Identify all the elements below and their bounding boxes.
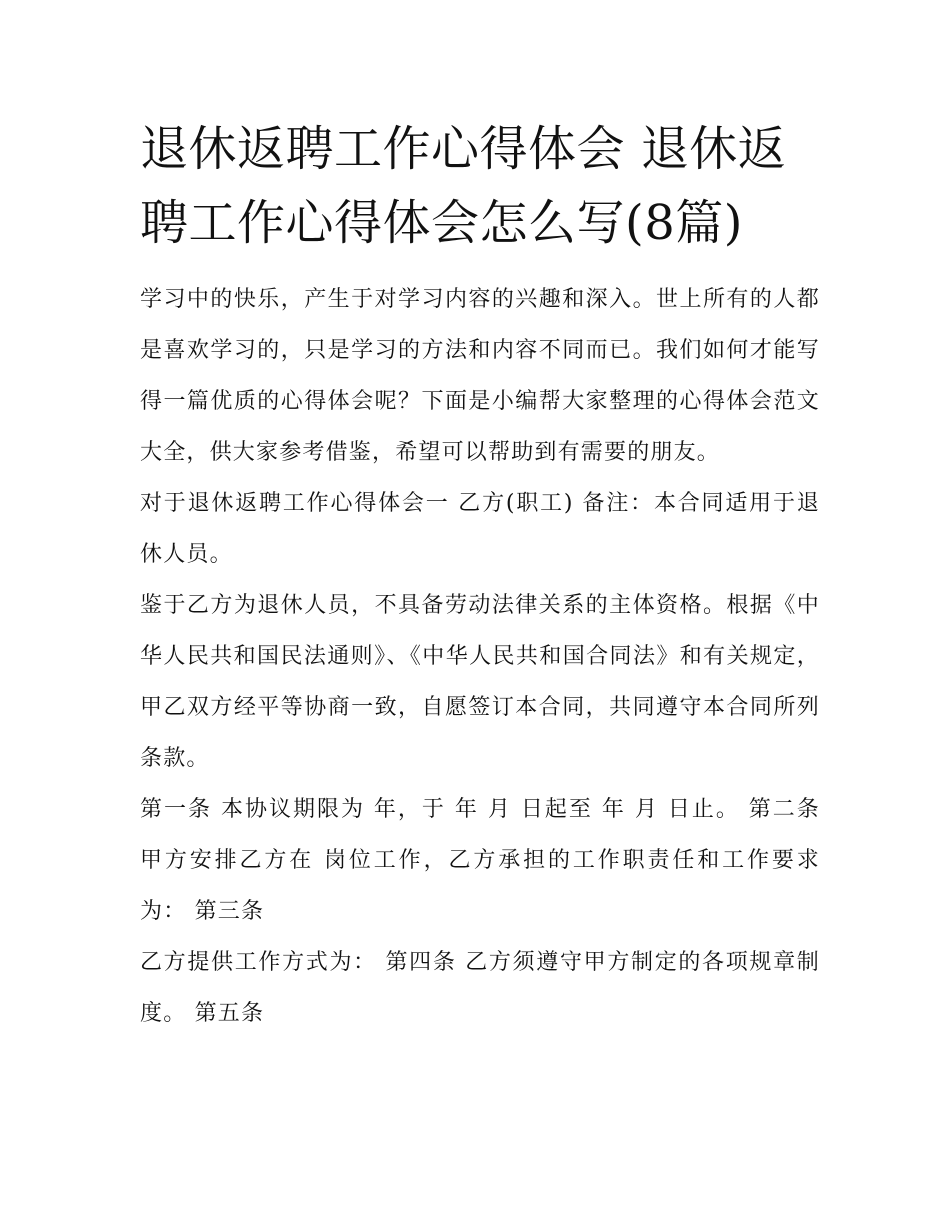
- paragraph-intro: 学习中的快乐，产生于对学习内容的兴趣和深入。世上所有的人都是喜欢学习的，只是学习的方法和内容不同而已。我们如何才能写得一篇优质的心得体会呢？下面是小编帮大家整理的心得体会范文大全，供大家参考借鉴，希望可以帮助到有需要的朋友。: [140, 287, 820, 465]
- paragraph-contract-header: 对于退休返聘工作心得体会一 乙方(职工) 备注：本合同适用于退休人员。: [140, 491, 820, 567]
- document-title: 退休返聘工作心得体会 退休返聘工作心得体会怎么写(8篇): [140, 121, 787, 251]
- paragraph-preamble: 鉴于乙方为退休人员，不具备劳动法律关系的主体资格。根据《中华人民共和国民法通则》、《中华人民共和国合同法》和有关规定，甲乙双方经平等协商一致，自愿签订本合同，共同遵守本合同所列条款。: [140, 593, 820, 771]
- document-body: [140, 274, 820, 1039]
- paragraph-articles-1-3: 第一条 本协议期限为 年，于 年 月 日起至 年 月 日止。 第二条 甲方安排乙方在 岗位工作，乙方承担的工作职责任和工作要求为： 第三条: [140, 797, 820, 924]
- paragraph-articles-4-5: 乙方提供工作方式为： 第四条 乙方须遵守甲方制定的各项规章制度。 第五条: [140, 950, 820, 1026]
- document-page: [140, 112, 820, 1039]
